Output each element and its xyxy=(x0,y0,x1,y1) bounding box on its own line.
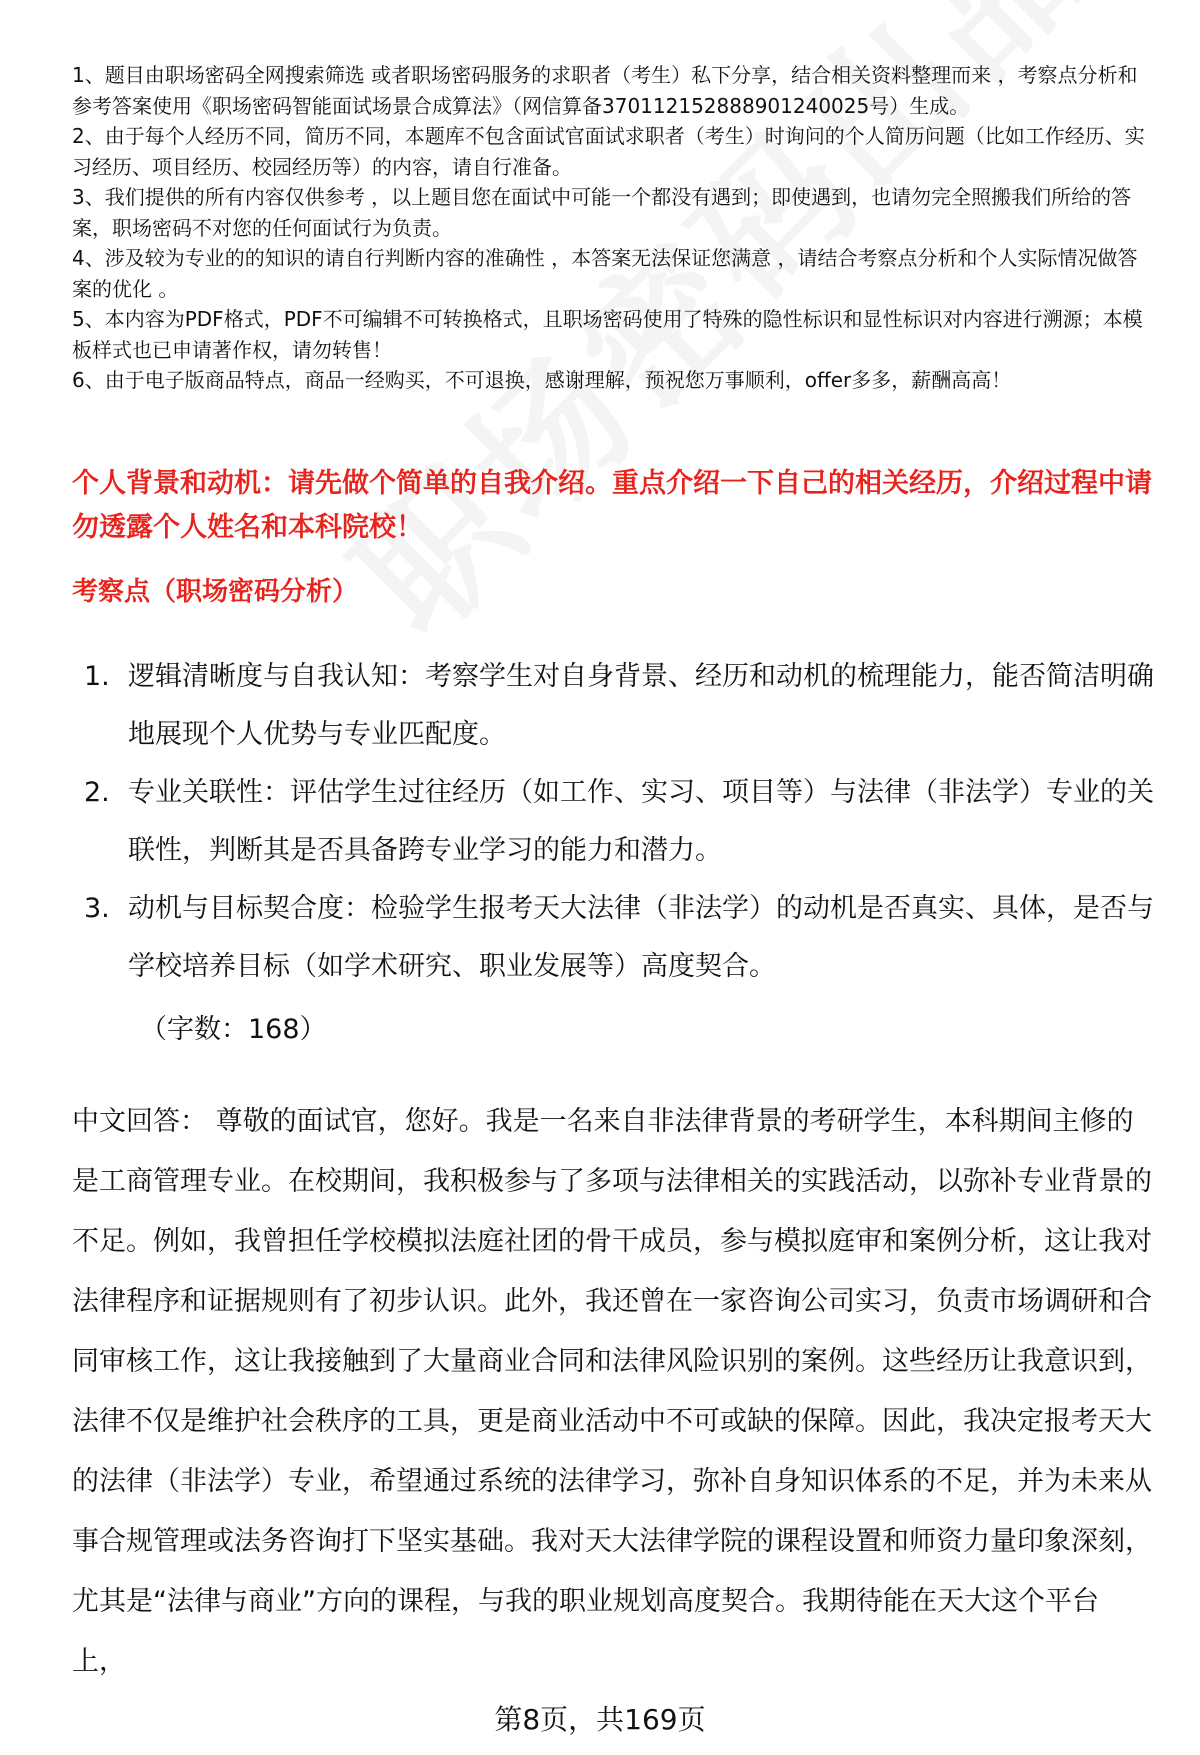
notice-item-4: 4、涉及较为专业的的知识的请自行判断内容的准确性 ，本答案无法保证您满意 ，请结合考察点分析和个人实际情况做答案的优化 。 xyxy=(72,246,1138,301)
notice-item-3: 3、我们提供的所有内容仅供参考 ，以上题目您在面试中可能一个都没有遇到；即使遇到，也请勿完全照搬我们所给的答案，职场密码不对您的任何面试行为负责。 xyxy=(72,185,1132,240)
analysis-points-list xyxy=(84,648,1164,996)
notice-item-1: 1、题目由职场密码全网搜索筛选 或者职场密码服务的求职者（考生）私下分享，结合相关资料整理而来 ，考察点分析和参考答案使用《职场密码智能面试场景合成算法》（网信算备370112152888901240025号）生成。 xyxy=(72,63,1138,118)
point-number: 1. xyxy=(84,661,110,692)
point-text: 动机与目标契合度：检验学生报考天大法律（非法学）的动机是否真实、具体，是否与学校培养目标（如学术研究、职业发展等）高度契合。 xyxy=(128,893,1154,982)
notice-item-5: 5、本内容为PDF格式，PDF不可编辑不可转换格式，且职场密码使用了特殊的隐性标识和显性标识对内容进行溯源；本模板样式也已申请著作权，请勿转售！ xyxy=(72,307,1143,362)
point-number: 2. xyxy=(84,777,110,808)
question-title: 个人背景和动机：请先做个简单的自我介绍。重点介绍一下自己的相关经历，介绍过程中请勿透露个人姓名和本科院校！ xyxy=(72,468,1152,543)
analysis-section-title: 考察点（职场密码分析） xyxy=(72,577,359,607)
page-number: 第8页，共169页 xyxy=(494,1703,706,1736)
point-text: 专业关联性：评估学生过往经历（如工作、实习、项目等）与法律（非法学）专业的关联性，判断其是否具备跨专业学习的能力和潜力。 xyxy=(128,777,1154,866)
point-number: 3. xyxy=(84,893,110,924)
notice-item-2: 2、由于每个人经历不同，简历不同，本题库不包含面试官面试求职者（考生）时询问的个人简历问题（比如工作经历、实习经历、项目经历、校园经历等）的内容，请自行准备。 xyxy=(72,124,1145,179)
notice-item-6: 6、由于电子版商品特点，商品一经购买，不可退换，感谢理解，预祝您万事顺利，offer多多，薪酬高高！ xyxy=(72,368,1012,392)
analysis-point xyxy=(84,880,1164,996)
point-text: 逻辑清晰度与自我认知：考察学生对自身背景、经历和动机的梳理能力，能否简洁明确地展现个人优势与专业匹配度。 xyxy=(128,661,1154,750)
analysis-point xyxy=(84,764,1164,880)
analysis-point xyxy=(84,648,1164,764)
word-count: （字数：168） xyxy=(140,1014,327,1045)
disclaimer-notice xyxy=(72,60,1152,396)
answer-text: 中文回答： 尊敬的面试官，您好。我是一名来自非法律背景的考研学生，本科期间主修的是工商管理专业。在校期间，我积极参与了多项与法律相关的实践活动，以弥补专业背景的不足。例如，我曾担任学校模拟法庭社团的骨干成员，参与模拟庭审和案例分析，这让我对法律程序和证据规则有了初步认识。此外，我还曾在一家咨询公司实习，负责市场调研和合同审核工作，这让我接触到了大量商业合同和法律风险识别的案例。这些经历让我意识到，法律不仅是维护社会秩序的工具，更是商业活动中不可或缺的保障。因此，我决定报考天大的法律（非法学）专业，希望通过系统的法律学习，弥补自身知识体系的不足，并为未来从事合规管理或法务咨询打下坚实基础。我对天大法律学院的课程设置和师资力量印象深刻，尤其是“法律与商业”方向的课程，与我的职业规划高度契合。我期待能在天大这个平台上， xyxy=(72,1106,1152,1677)
